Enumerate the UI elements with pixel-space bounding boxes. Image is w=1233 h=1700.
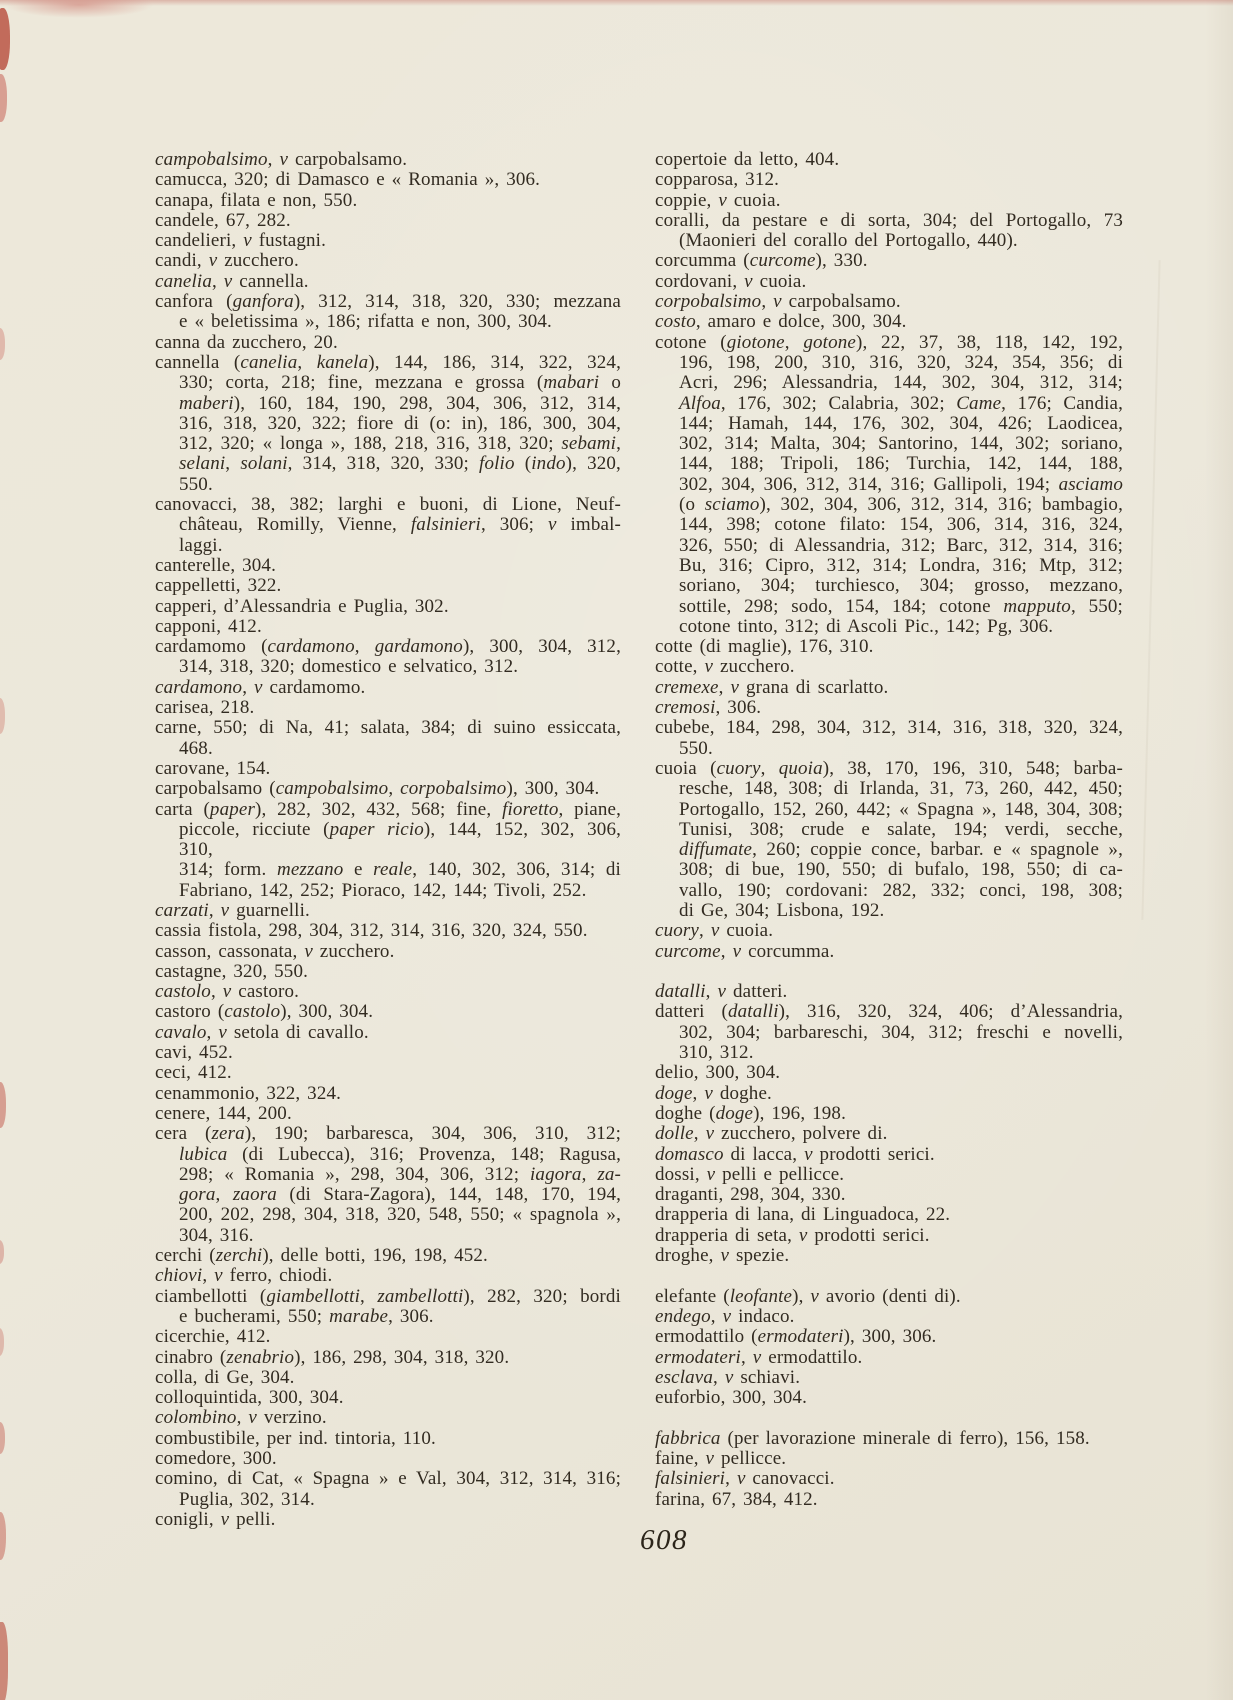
index-entry-line: cremosi, 306.: [655, 697, 762, 719]
index-entry-line: copertoie da letto, 404.: [655, 149, 840, 170]
index-entry: [155, 150, 621, 170]
index-entry: [155, 1084, 621, 1104]
index-entry-line: esclava, v schiavi.: [655, 1366, 801, 1388]
index-entry-line: carpobalsamo (campobalsimo, corpobalsimo), 300, 304.: [155, 778, 600, 800]
index-entry: [155, 292, 621, 333]
index-entry-line: sottile, 298; sodo, 154, 184; cotone mapputo, 550;: [679, 595, 1123, 617]
index-entry-line: 316, 318, 320, 322; fiore di (o: in), 186, 300, 304,: [179, 412, 621, 434]
index-entry-line: soriano, 304; turchiesco, 304; grosso, mezzano,: [679, 575, 1123, 597]
index-entry-line: 314, 318, 320; domestico e selvatico, 312.: [179, 656, 519, 678]
index-entry: [155, 170, 621, 190]
index-entry: [155, 191, 621, 211]
index-entry-line: candelieri, v fustagni.: [155, 230, 327, 252]
index-entry-line: ciambellotti (giambellotti, zambellotti), 282, 320; bordi: [155, 1285, 621, 1307]
index-entry-line: draganti, 298, 304, 330.: [655, 1184, 846, 1206]
index-entry-line: 144, 398; cotone filato: 154, 306, 314, 316, 324,: [679, 514, 1123, 536]
index-entry-line: cotte, v zucchero.: [655, 656, 795, 678]
index-entry-line: ceci, 412.: [155, 1062, 232, 1084]
index-entry: [655, 1246, 1123, 1266]
index-entry: [655, 211, 1123, 252]
index-entry: [155, 1469, 621, 1510]
index-entry: [155, 718, 621, 759]
index-entry-line: datalli, v datteri.: [655, 981, 788, 1003]
scan-artifact: [0, 1512, 6, 1560]
index-entry-line: coppie, v cuoia.: [655, 189, 781, 211]
index-entry-line: cera (zera), 190; barbaresca, 304, 306, 310, 312;: [155, 1123, 621, 1145]
index-entry-line: capponi, 412.: [155, 615, 262, 637]
index-entry-line: 550.: [179, 473, 213, 495]
index-entry-line: costo, amaro e dolce, 300, 304.: [655, 311, 907, 333]
index-entry-line: vallo, 190; cordovani: 282, 332; conci, 198, 308;: [679, 879, 1123, 901]
index-entry-line: Acri, 296; Alessandria, 144, 302, 304, 312, 314;: [679, 372, 1123, 394]
index-entry: [655, 191, 1123, 211]
index-entry: [655, 1449, 1123, 1469]
scan-artifact: [0, 0, 1233, 6]
index-entry: [155, 617, 621, 637]
index-entry: [155, 1348, 621, 1368]
index-entry: [155, 211, 621, 231]
scan-artifact: [0, 328, 5, 360]
index-entry-line: 196, 198, 200, 310, 316, 320, 324, 354, 356; di: [679, 351, 1123, 373]
index-entry-line: combustibile, per ind. tintoria, 110.: [155, 1427, 436, 1449]
index-entry-line: domasco di lacca, v prodotti serici.: [655, 1143, 935, 1165]
index-entry-line: drapperia di lana, di Linguadoca, 22.: [655, 1204, 951, 1226]
index-entry-line: carne, 550; di Na, 41; salata, 384; di suino essiccata,: [155, 717, 621, 739]
index-entry: [155, 495, 621, 556]
index-entry-line: doge, v doghe.: [655, 1082, 772, 1104]
index-entry-line: cotone (giotone, gotone), 22, 37, 38, 118, 142, 192,: [655, 331, 1123, 353]
index-entry-line: canterelle, 304.: [155, 554, 276, 576]
index-entry-line: comedore, 300.: [155, 1448, 277, 1469]
index-entry-line: 302, 304; barbareschi, 304, 312; freschi e novelli,: [679, 1021, 1123, 1043]
index-entry-line: maberi), 160, 184, 190, 298, 304, 306, 312, 314,: [179, 392, 621, 414]
index-entry: [155, 1104, 621, 1124]
index-entry-line: corcumma (curcome), 330.: [655, 250, 868, 272]
index-entry-line: e bucherami, 550; marabe, 306.: [179, 1305, 434, 1327]
index-entry-line: ermodattilo (ermodateri), 300, 306.: [655, 1326, 937, 1348]
index-entry: [155, 1449, 621, 1469]
index-entry-line: faine, v pellicce.: [655, 1448, 787, 1469]
index-entry: [655, 292, 1123, 312]
index-entry-line: cenere, 144, 200.: [155, 1102, 292, 1124]
index-entry: [155, 698, 621, 718]
index-entry: [655, 1002, 1123, 1063]
index-entry: [655, 1226, 1123, 1246]
index-entry: [655, 678, 1123, 698]
index-entry: [655, 718, 1123, 759]
index-entry-line: e « beletissima », 186; rifatta e non, 300, 304.: [179, 311, 552, 333]
index-entry: [655, 312, 1123, 332]
index-entry-line: 302, 314; Malta, 304; Santorino, 144, 302; soriano,: [679, 433, 1123, 455]
index-entry-line: cardamono, v cardamomo.: [155, 676, 366, 698]
index-entry-line: carzati, v guarnelli.: [155, 899, 310, 921]
index-entry-line: candi, v zucchero.: [155, 250, 299, 272]
index-entry: [155, 1124, 621, 1246]
index-entry: [155, 1368, 621, 1388]
index-entry-line: cannella (canelia, kanela), 144, 186, 314, 322, 324,: [155, 351, 621, 373]
index-entry: [155, 1287, 621, 1328]
index-entry: [155, 779, 621, 799]
scan-artifact: [0, 1622, 8, 1700]
index-entry: [655, 272, 1123, 292]
index-entry: [155, 1043, 621, 1063]
index-entry-line: drapperia di seta, v prodotti serici.: [655, 1224, 930, 1246]
index-entry-line: 330; corta, 218; fine, mezzana e grossa (mabari o: [179, 372, 621, 394]
index-entry: [655, 1084, 1123, 1104]
index-entry-line: Alfoa, 176, 302; Calabria, 302; Came, 176; Candia,: [679, 392, 1124, 414]
index-entry-line: camucca, 320; di Damasco e « Romania », 306.: [155, 169, 541, 191]
index-entry-line: colloquintida, 300, 304.: [155, 1387, 344, 1409]
index-entry-line: canelia, v cannella.: [155, 270, 309, 292]
index-entry: [155, 272, 621, 292]
index-entry: [655, 1205, 1123, 1225]
index-entry-line: 200, 202, 298, 304, 318, 320, 548, 550; « spagnola »,: [179, 1204, 621, 1226]
index-entry-line: canna da zucchero, 20.: [155, 331, 338, 353]
index-entry: [155, 597, 621, 617]
index-entry-line: campobalsimo, v carpobalsamo.: [155, 149, 408, 170]
index-entry-line: casson, cassonata, v zucchero.: [155, 940, 395, 962]
index-entry-line: cicerchie, 412.: [155, 1326, 271, 1348]
index-entry: [155, 1408, 621, 1428]
index-entry-line: corpobalsimo, v carpobalsamo.: [655, 291, 901, 313]
index-entry-line: castoro (castolo), 300, 304.: [155, 1001, 374, 1023]
index-entry-line: droghe, v spezie.: [655, 1245, 790, 1267]
index-entry-line: cubebe, 184, 298, 304, 312, 314, 316, 318, 320, 324,: [655, 717, 1123, 739]
index-entry-line: carisea, 218.: [155, 697, 255, 719]
index-entry: [655, 942, 1123, 962]
index-entry-line: doghe (doge), 196, 198.: [655, 1102, 846, 1124]
index-entry-line: colombino, v verzino.: [155, 1407, 327, 1429]
index-entry: [155, 333, 621, 353]
index-entry-line: château, Romilly, Vienne, falsinieri, 306; v imbal-: [179, 514, 621, 536]
index-entry-line: canfora (ganfora), 312, 314, 318, 320, 330; mezzana: [155, 291, 621, 313]
index-entry-line: euforbio, 300, 304.: [655, 1387, 807, 1409]
scan-artifact: [0, 698, 5, 734]
page-number: 608: [640, 1524, 688, 1556]
index-entry: [155, 921, 621, 941]
index-entry: [155, 251, 621, 271]
index-entry-line: 144; Hamah, 144, 176, 302, 304, 426; Laodicea,: [679, 412, 1123, 434]
index-entry-line: cotte (di maglie), 176, 310.: [655, 636, 874, 658]
index-entry-line: cenammonio, 322, 324.: [155, 1082, 342, 1104]
index-entry-line: 468.: [179, 737, 213, 759]
index-entry-line: cremexe, v grana di scarlatto.: [655, 676, 889, 698]
index-entry-line: candele, 67, 282.: [155, 209, 291, 231]
index-entry: [155, 982, 621, 1002]
index-entry: [655, 921, 1123, 941]
index-entry-line: resche, 148, 308; di Irlanda, 31, 73, 260, 442, 450;: [679, 778, 1123, 800]
index-entry-line: fabbrica (per lavorazione minerale di ferro), 156, 158.: [655, 1427, 1090, 1449]
index-entry-line: cassia fistola, 298, 304, 312, 314, 316, 320, 324, 550.: [155, 920, 588, 942]
index-entry: [655, 1429, 1123, 1449]
index-entry: [655, 1348, 1123, 1368]
scan-artifact: [0, 1240, 4, 1264]
index-entry-line: dossi, v pelli e pellicce.: [655, 1163, 845, 1185]
index-entry-line: di Ge, 304; Lisbona, 192.: [679, 899, 885, 921]
index-entry-line: 550.: [679, 737, 713, 759]
index-entry-line: cuoia (cuory, quoia), 38, 170, 196, 310, 548; barba-: [655, 757, 1123, 779]
index-entry-line: Puglia, 302, 314.: [179, 1488, 315, 1510]
index-entry-line: carta (paper), 282, 302, 432, 568; fine, fioretto, piane,: [155, 798, 621, 820]
index-entry: [655, 1327, 1123, 1347]
index-entry: [655, 1104, 1123, 1124]
index-entry: [655, 1307, 1123, 1327]
scan-artifact: [0, 1422, 5, 1454]
index-entry-line: curcome, v corcumma.: [655, 940, 835, 962]
scan-artifact: [1205, 0, 1233, 1700]
index-entry: [655, 982, 1123, 1002]
index-entry-line: 314; form. mezzano e reale, 140, 302, 306, 314; di: [179, 859, 621, 881]
index-entry: [655, 170, 1123, 190]
index-entry: [655, 1124, 1123, 1144]
index-entry: [655, 1469, 1123, 1489]
index-entry-line: diffumate, 260; coppie conce, barbar. e « spagnole »,: [679, 839, 1123, 861]
index-entry: [155, 1063, 621, 1083]
index-entry-line: 312, 320; « longa », 188, 218, 316, 318, 320; sebami,: [179, 433, 621, 455]
index-entry: [155, 901, 621, 921]
index-entry-line: (o sciamo), 302, 304, 306, 312, 314, 316; bambagio,: [679, 494, 1123, 516]
index-entry-line: 144, 188; Tripoli, 186; Turchia, 142, 144, 188,: [679, 453, 1123, 475]
index-entry: [155, 637, 621, 678]
index-column-right: [655, 150, 1123, 1510]
index-entry-line: lubica (di Lubecca), 316; Provenza, 148; Ragusa,: [179, 1143, 621, 1165]
index-entry-line: 302, 304, 306, 312, 314, 316; Gallipoli, 194; asciamo: [679, 473, 1123, 495]
index-entry: [655, 698, 1123, 718]
index-entry-line: castagne, 320, 550.: [155, 960, 309, 982]
index-entry-line: 298; « Romania », 298, 304, 306, 312; iagora, za-: [179, 1163, 621, 1185]
index-entry-line: laggi.: [179, 534, 223, 556]
index-entry-line: Fabriano, 142, 252; Pioraco, 142, 144; Tivoli, 252.: [179, 879, 587, 901]
index-entry: [655, 1490, 1123, 1510]
index-entry: [155, 759, 621, 779]
index-entry-line: elefante (leofante), v avorio (denti di).: [655, 1285, 961, 1307]
scan-artifact: [0, 74, 7, 122]
index-entry: [155, 1002, 621, 1022]
index-entry: [155, 353, 621, 495]
index-entry-line: 304, 316.: [179, 1224, 254, 1246]
index-entry-line: cavalo, v setola di cavallo.: [155, 1021, 369, 1043]
index-entry: [155, 942, 621, 962]
index-entry-line: Tunisi, 308; crude e salate, 194; verdi, secche,: [679, 818, 1123, 840]
index-entry-line: datteri (datalli), 316, 320, 324, 406; d’Alessandria,: [655, 1001, 1123, 1023]
index-entry-line: colla, di Ge, 304.: [155, 1366, 295, 1388]
index-entry: [655, 1368, 1123, 1388]
index-entry: [155, 1023, 621, 1043]
index-entry: [655, 1063, 1123, 1083]
index-entry-line: Bu, 316; Cipro, 312, 314; Londra, 316; Mtp, 312;: [679, 554, 1123, 576]
index-entry-line: capperi, d’Alessandria e Puglia, 302.: [155, 595, 449, 617]
scan-artifact: [0, 8, 10, 70]
index-entry: [655, 637, 1123, 657]
index-entry: [155, 1388, 621, 1408]
index-entry: [155, 678, 621, 698]
index-entry: [655, 150, 1123, 170]
index-entry: [655, 759, 1123, 921]
scan-artifact: [0, 1328, 4, 1356]
scan-artifact: [1141, 260, 1160, 920]
index-entry-line: cotone tinto, 312; di Ascoli Pic., 142; Pg, 306.: [679, 615, 1054, 637]
index-entry-line: cuory, v cuoia.: [655, 920, 774, 942]
index-entry-line: endego, v indaco.: [655, 1305, 795, 1327]
index-entry-line: 308; di bue, 190, 550; di bufalo, 198, 550; di ca-: [679, 859, 1123, 881]
index-column-left: [155, 150, 621, 1530]
index-entry: [155, 1429, 621, 1449]
index-entry: [155, 1266, 621, 1286]
index-entry-line: copparosa, 312.: [655, 169, 780, 191]
index-entry-line: 326, 550; di Alessandria, 312; Barc, 312, 314, 316;: [679, 534, 1123, 556]
index-entry-line: cordovani, v cuoia.: [655, 270, 807, 292]
index-entry-line: cinabro (zenabrio), 186, 298, 304, 318, 320.: [155, 1346, 510, 1368]
index-entry-line: gora, zaora (di Stara-Zagora), 144, 148, 170, 194,: [179, 1184, 621, 1206]
index-entry-line: cappelletti, 322.: [155, 575, 282, 597]
index-entry: [155, 1246, 621, 1266]
index-entry: [155, 1510, 621, 1530]
index-entry-line: cerchi (zerchi), delle botti, 196, 198, 452.: [155, 1245, 488, 1267]
index-entry-line: canovacci, 38, 382; larghi e buoni, di Lione, Neuf-: [155, 494, 621, 516]
index-entry: [155, 800, 621, 901]
scan-artifact: [0, 1082, 6, 1128]
index-entry-line: farina, 67, 384, 412.: [655, 1488, 818, 1510]
index-entry: [655, 657, 1123, 677]
index-entry: [655, 333, 1123, 637]
index-entry: [655, 1165, 1123, 1185]
index-entry: [655, 1388, 1123, 1408]
index-entry-line: (Maonieri del corallo del Portogallo, 440).: [679, 230, 1018, 252]
index-entry-line: conigli, v pelli.: [155, 1508, 276, 1530]
index-entry: [155, 1327, 621, 1347]
scan-artifact: [4, 0, 154, 18]
index-entry-line: canapa, filata e non, 550.: [155, 189, 358, 211]
index-entry-line: ermodateri, v ermodattilo.: [655, 1346, 863, 1368]
index-entry-line: falsinieri, v canovacci.: [655, 1468, 835, 1490]
index-entry: [655, 251, 1123, 271]
index-entry-line: 310, 312.: [679, 1042, 754, 1064]
index-entry-line: castolo, v castoro.: [155, 981, 300, 1003]
index-entry-line: Portogallo, 152, 260, 442; « Spagna », 148, 304, 308;: [679, 798, 1123, 820]
index-entry: [155, 962, 621, 982]
index-entry-line: carovane, 154.: [155, 757, 271, 779]
index-entry: [655, 1287, 1123, 1307]
index-entry: [655, 1145, 1123, 1165]
index-entry-line: cavi, 452.: [155, 1042, 233, 1064]
index-entry: [155, 231, 621, 251]
index-entry-line: selani, solani, 314, 318, 320, 330; folio (indo), 320,: [179, 453, 621, 475]
index-entry-line: comino, di Cat, « Spagna » e Val, 304, 312, 314, 316;: [155, 1468, 621, 1490]
index-entry-line: chiovi, v ferro, chiodi.: [155, 1265, 333, 1287]
index-entry-line: piccole, ricciute (paper ricio), 144, 152, 302, 306, 310,: [179, 818, 621, 861]
index-entry-line: delio, 300, 304.: [655, 1062, 781, 1084]
index-entry-line: coralli, da pestare e di sorta, 304; del Portogallo, 73: [655, 209, 1123, 231]
index-entry: [655, 1185, 1123, 1205]
index-entry-line: dolle, v zucchero, polvere di.: [655, 1123, 888, 1145]
index-entry: [155, 576, 621, 596]
index-entry-line: cardamomo (cardamono, gardamono), 300, 304, 312,: [155, 636, 621, 658]
index-entry: [155, 556, 621, 576]
